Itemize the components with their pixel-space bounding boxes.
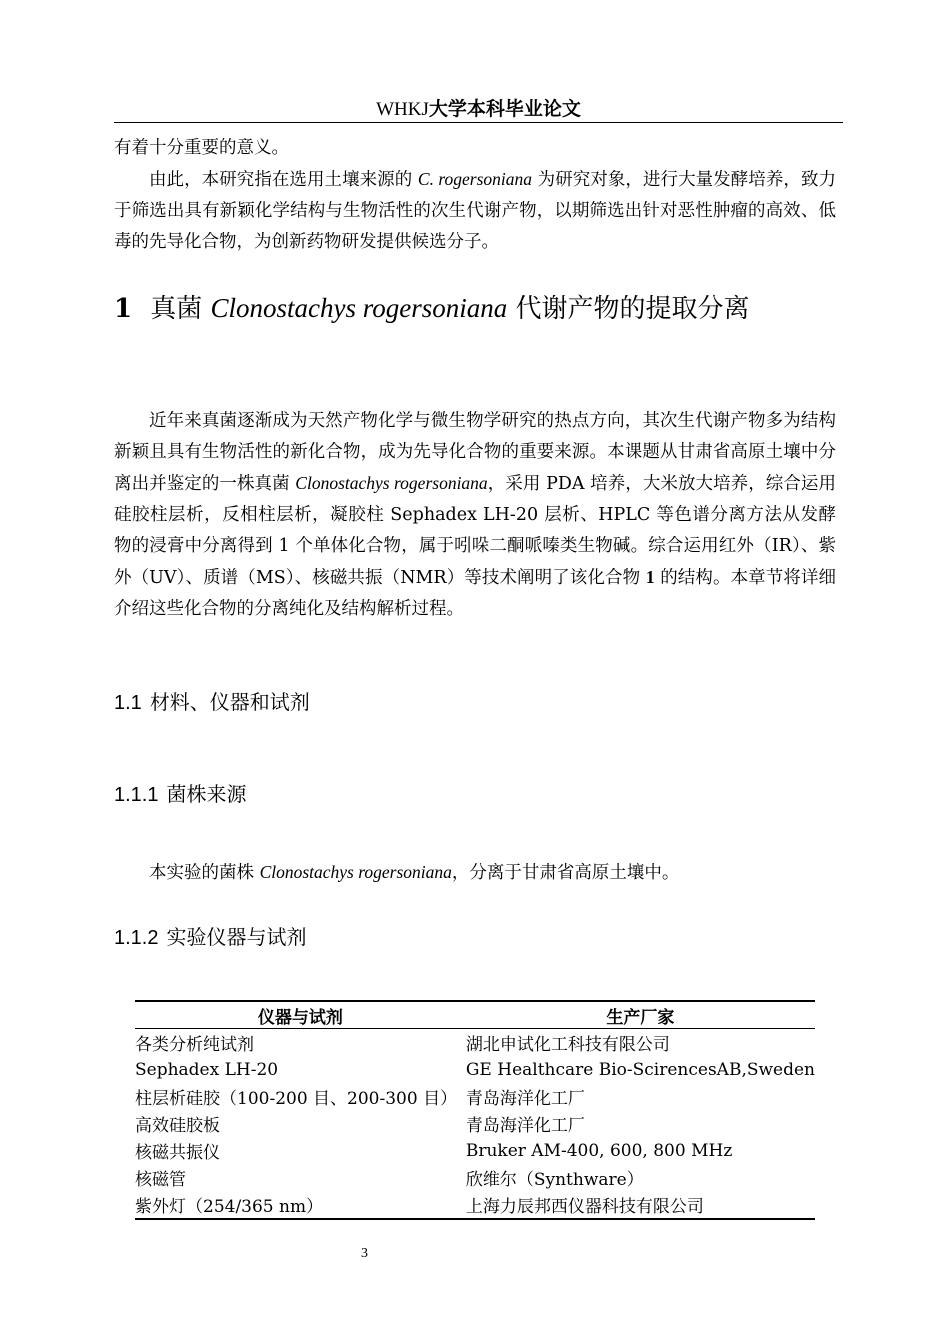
table-row [135, 1083, 815, 1110]
instruments-table [135, 1000, 815, 1220]
intro-paragraph-1: 有着十分重要的意义。 [114, 138, 289, 158]
table-cell: Bruker AM-400, 600, 800 MHz [465, 1140, 733, 1161]
section-1-1-2-heading: 1.1.2 实验仪器与试剂 [114, 925, 307, 949]
table-cell: GE Healthcare Bio-ScirencesAB,Sweden [465, 1059, 815, 1080]
table-header-cell: 生产厂家 [466, 1001, 815, 1029]
header-latin: WHKJ [376, 99, 429, 120]
table-cell: Sephadex LH-20 [135, 1059, 279, 1080]
table-cell: 青岛海洋化工厂 [465, 1116, 585, 1136]
table-cell: 柱层析硅胶（100-200 目、200-300 目） [135, 1089, 458, 1109]
table-cell: 各类分析纯试剂 [135, 1035, 254, 1055]
section-1-species: Clonostachys rogersoniana [210, 293, 508, 323]
species-name: Clonostachys rogersoniana [295, 473, 488, 493]
species-name: C. rogersoniana [417, 169, 533, 189]
table-row [135, 1191, 815, 1219]
section-1-1-1-heading: 1.1.1 菌株来源 [114, 782, 247, 806]
table-row [135, 1029, 815, 1057]
compound-number: 1 [645, 567, 655, 587]
header-title: 大学本科毕业论文 [428, 98, 581, 120]
table-cell: 青岛海洋化工厂 [465, 1089, 585, 1109]
page-number: 3 [361, 1246, 368, 1261]
table-header-row [135, 1001, 815, 1029]
table-cell: 核磁共振仪 [135, 1143, 220, 1163]
table-cell: 紫外灯（254/365 nm） [135, 1191, 466, 1219]
section-1-1-1-paragraph: 本实验的菌株 Clonostachys rogersoniana，分离于甘肃省高原土壤中。 [149, 862, 680, 883]
section-1-number: 1 [114, 294, 133, 324]
table-cell: 高效硅胶板 [135, 1116, 220, 1136]
table-header-cell: 仪器与试剂 [135, 1001, 466, 1029]
table-row [135, 1056, 815, 1083]
table-cell: 湖北申试化工科技有限公司 [465, 1035, 670, 1055]
table-cell: 欣维尔（Synthware） [465, 1170, 644, 1190]
page-header [114, 96, 843, 123]
table-row [135, 1110, 815, 1137]
table-row [135, 1137, 815, 1164]
table-cell: 核磁管 [135, 1170, 186, 1190]
table-cell: 上海力辰邦西仪器科技有限公司 [466, 1191, 815, 1219]
intro-paragraph-2: 由此，本研究指在选用土壤来源的 C. rogersoniana 为研究对象，进行大量发酵培养，致力于筛选出具有新颖化学结构与生物活性的次生代谢产物，以期筛选出针对恶性肿瘤的高效、低毒的先导化合物，为创新药物研发提供候选分子。 [114, 169, 836, 252]
section-1-heading: 1 真菌 Clonostachys rogersoniana 代谢产物的提取分离 [114, 293, 750, 324]
section-1-paragraph: 近年来真菌逐渐成为天然产物化学与微生物学研究的热点方向，其次生代谢产物多为结构新颖且具有生物活性的新化合物，成为先导化合物的重要来源。本课题从甘肃省高原土壤中分离出并鉴定的一株真菌 Clonostachys rogersoniana，采用 PDA 培养，大米放大培养，综合运用硅胶柱层析，反相柱层析，凝胶柱 Sephadex LH-20 层析、HPLC 等色谱分离方法从发酵物的浸膏中分离得到 1 个单体化合物，属于吲哚二酮哌嗪类生物碱。综合运用红外（IR）、紫外（UV）、质谱（MS）、核磁共振（NMR）等技术阐明了该化合物 1 的结构。本章节将详细介绍这些化合物的分离纯化及结构解析过程。 [114, 411, 837, 619]
section-1-1-heading: 1.1 材料、仪器和试剂 [114, 690, 310, 714]
species-name: Clonostachys rogersoniana [259, 862, 452, 882]
table-row [135, 1164, 815, 1191]
